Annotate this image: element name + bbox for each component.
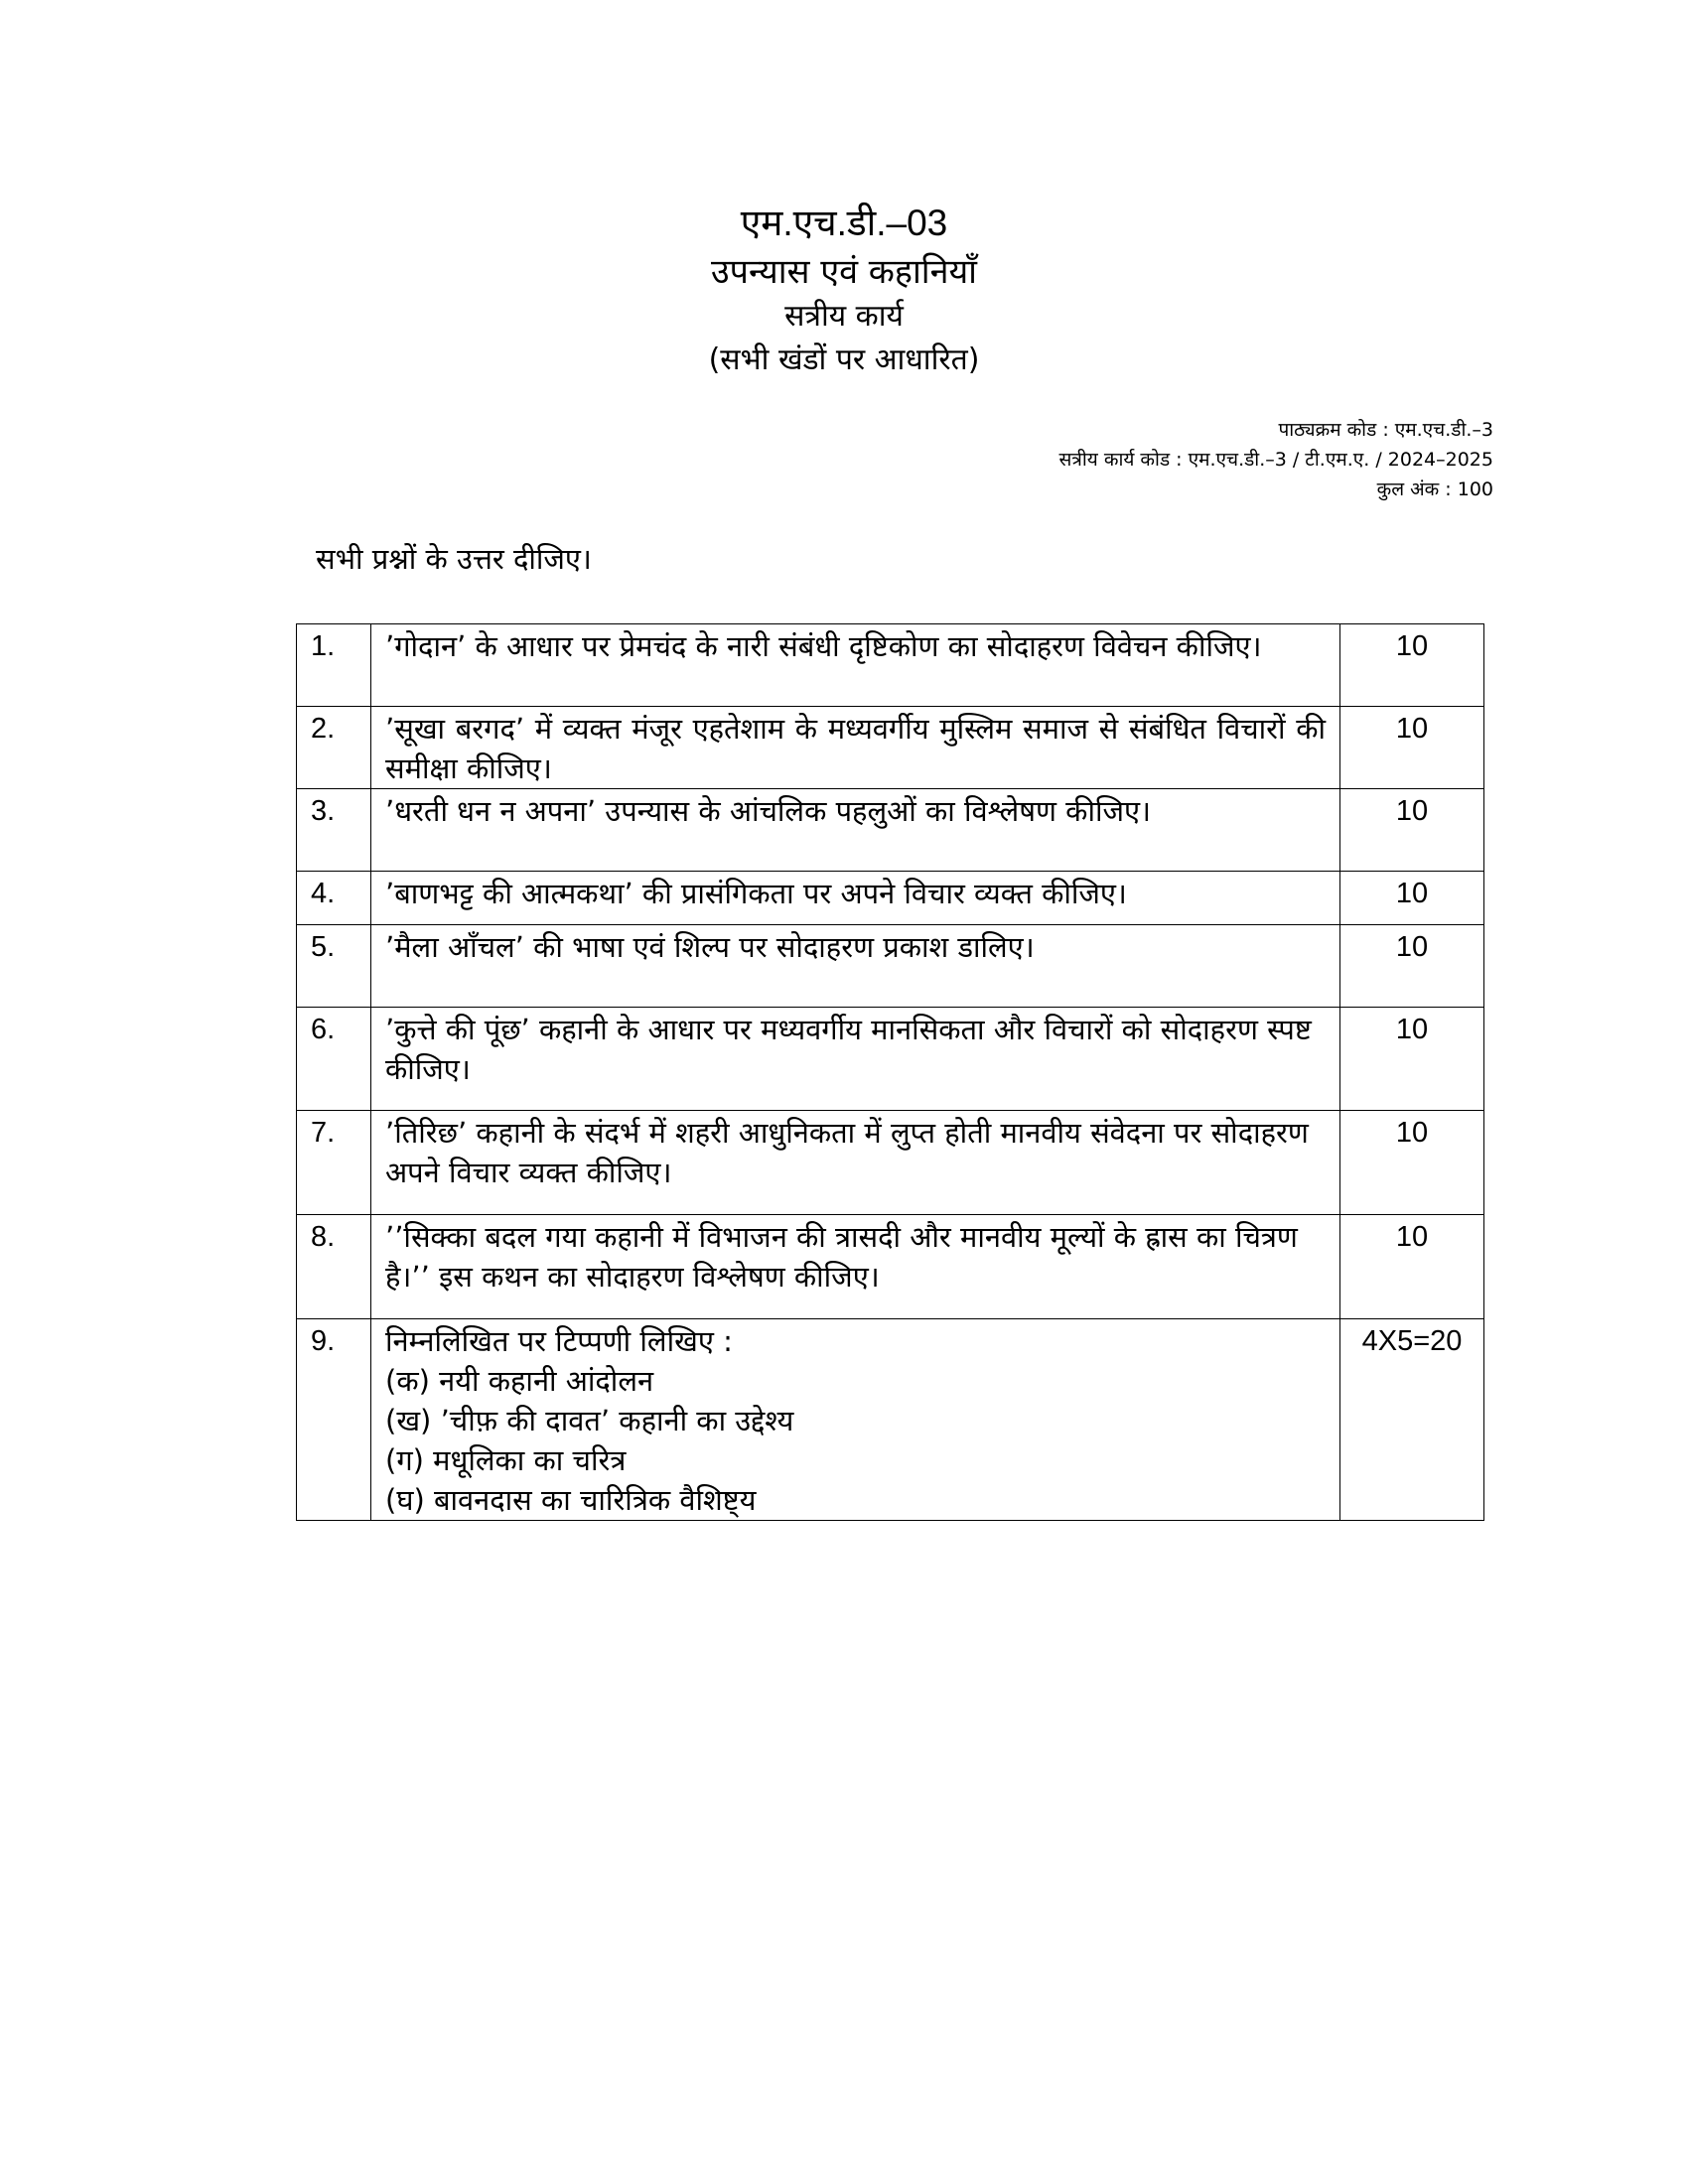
assignment-meta: [1059, 415, 1493, 504]
questions-table: [296, 623, 1484, 1521]
question-row: [297, 624, 1484, 707]
document-header: [0, 199, 1688, 383]
sub-question: (घ) बावनदास का चारित्रिक वैशिष्ट्य: [385, 1483, 757, 1517]
question-text: ’कुत्ते की पूंछ’ कहानी के आधार पर मध्यवर्गीय मानसिकता और विचारों को सोदाहरण स्पष्ट कीजिए।: [371, 1008, 1340, 1111]
question-text: ’बाणभट्ट की आत्मकथा’ की प्रासंगिकता पर अपने विचार व्यक्त कीजिए।: [371, 872, 1340, 925]
sub-question: (ख) ’चीफ़ की दावत’ कहानी का उद्देश्य: [385, 1404, 794, 1437]
question-marks: 10: [1340, 789, 1484, 872]
course-code-line: पाठ्यक्रम कोड : एम.एच.डी.–3: [1278, 419, 1493, 441]
question-row: [297, 789, 1484, 872]
question-number: 5.: [297, 925, 371, 1008]
question-row: [297, 1319, 1484, 1521]
assignment-code-line: सत्रीय कार्य कोड : एम.एच.डी.–3 / टी.एम.ए. / 2024–2025: [1058, 449, 1493, 471]
question-text: ’’सिक्का बदल गया कहानी में विभाजन की त्रासदी और मानवीय मूल्यों के ह्रास का चित्रण है।’’ इस कथन का सोदाहरण विश्लेषण कीजिए।: [371, 1215, 1340, 1319]
question-row: [297, 1111, 1484, 1215]
question-text: ’धरती धन न अपना’ उपन्यास के आंचलिक पहलुओं का विश्लेषण कीजिए।: [371, 789, 1340, 872]
question-text: ’गोदान’ के आधार पर प्रेमचंद के नारी संबंधी दृष्टिकोण का सोदाहरण विवेचन कीजिए।: [371, 624, 1340, 707]
question-text: [371, 1319, 1340, 1521]
question-row: [297, 1008, 1484, 1111]
course-code-title: एम.एच.डी.–03: [740, 203, 948, 243]
question-number: 3.: [297, 789, 371, 872]
question-marks: 10: [1340, 1215, 1484, 1319]
assignment-label: सत्रीय कार्य: [784, 299, 904, 334]
sub-question: (क) नयी कहानी आंदोलन: [385, 1364, 654, 1398]
sub-question: (ग) मधूलिका का चरित्र: [385, 1443, 627, 1477]
question-row: [297, 925, 1484, 1008]
question-number: 8.: [297, 1215, 371, 1319]
question-number: 6.: [297, 1008, 371, 1111]
question-row: [297, 1215, 1484, 1319]
question-text: ’तिरिछ’ कहानी के संदर्भ में शहरी आधुनिकता में लुप्त होती मानवीय संवेदना पर सोदाहरण अपने विचार व्यक्त कीजिए।: [371, 1111, 1340, 1215]
based-on-note: (सभी खंडों पर आधारित): [708, 342, 980, 377]
question-number: 7.: [297, 1111, 371, 1215]
question-row: [297, 872, 1484, 925]
question-marks: 10: [1340, 1111, 1484, 1215]
question-text: ’मैला आँचल’ की भाषा एवं शिल्प पर सोदाहरण प्रकाश डालिए।: [371, 925, 1340, 1008]
question-marks: 10: [1340, 925, 1484, 1008]
question-number: 2.: [297, 707, 371, 789]
total-marks-line: कुल अंक : 100: [1376, 478, 1493, 500]
question-marks: 10: [1340, 872, 1484, 925]
instruction-text: सभी प्रश्नों के उत्तर दीजिए।: [316, 542, 592, 576]
question-heading: निम्नलिखित पर टिप्पणी लिखिए :: [385, 1324, 733, 1358]
question-text: ’सूखा बरगद’ में व्यक्त मंजूर एहतेशाम के मध्यवर्गीय मुस्लिम समाज से संबंधित विचारों की समीक्षा कीजिए।: [371, 707, 1340, 789]
question-marks: 10: [1340, 624, 1484, 707]
question-marks: 4X5=20: [1340, 1319, 1484, 1521]
question-number: 4.: [297, 872, 371, 925]
question-number: 1.: [297, 624, 371, 707]
question-row: [297, 707, 1484, 789]
course-title: उपन्यास एवं कहानियाँ: [711, 252, 977, 292]
question-number: 9.: [297, 1319, 371, 1521]
question-marks: 10: [1340, 707, 1484, 789]
question-marks: 10: [1340, 1008, 1484, 1111]
